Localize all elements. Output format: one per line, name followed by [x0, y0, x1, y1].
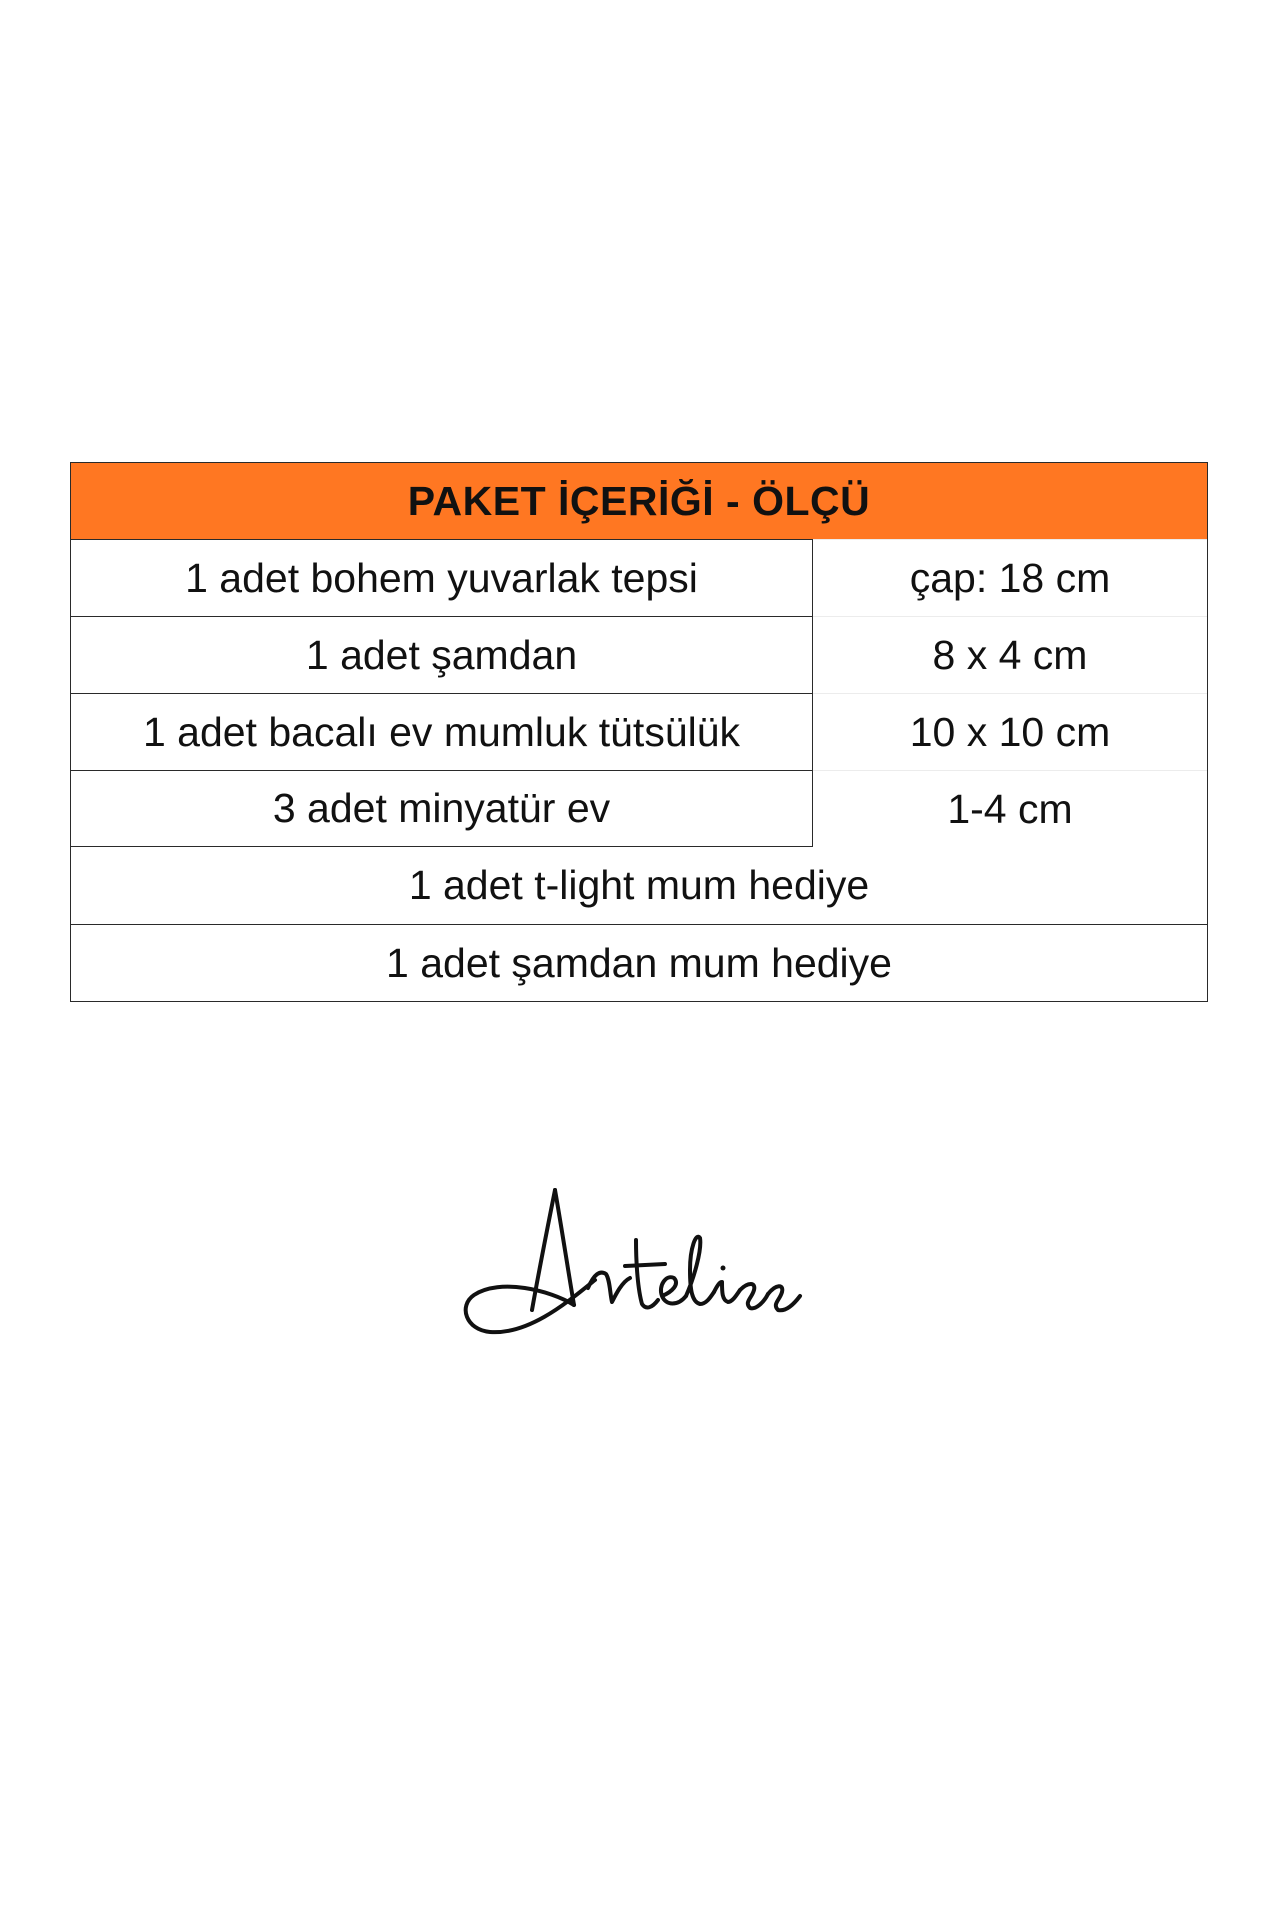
size-cell: 8 x 4 cm	[813, 616, 1207, 693]
gift-cell: 1 adet t-light mum hediye	[408, 862, 870, 908]
table-row	[71, 770, 1207, 847]
table-row	[71, 693, 1207, 770]
size-cell: çap: 18 cm	[813, 539, 1207, 616]
size-cell: 1-4 cm	[813, 770, 1207, 847]
package-contents-table	[70, 462, 1208, 1002]
item-cell: 1 adet bacalı ev mumluk tütsülük	[71, 693, 813, 770]
item-cell: 1 adet bohem yuvarlak tepsi	[71, 539, 813, 616]
item-cell: 3 adet minyatür ev	[71, 770, 813, 847]
size-cell: 10 x 10 cm	[813, 693, 1207, 770]
table-header: PAKET İÇERİĞİ - ÖLÇÜ	[71, 463, 1207, 539]
gift-cell: 1 adet şamdan mum hediye	[71, 924, 1207, 1001]
arteliss-logo	[460, 1170, 820, 1350]
table-row	[71, 539, 1207, 616]
table-row-full	[71, 924, 1207, 1001]
item-cell: 1 adet şamdan	[71, 616, 813, 693]
table-row	[71, 616, 1207, 693]
table-row-full	[71, 847, 1207, 924]
